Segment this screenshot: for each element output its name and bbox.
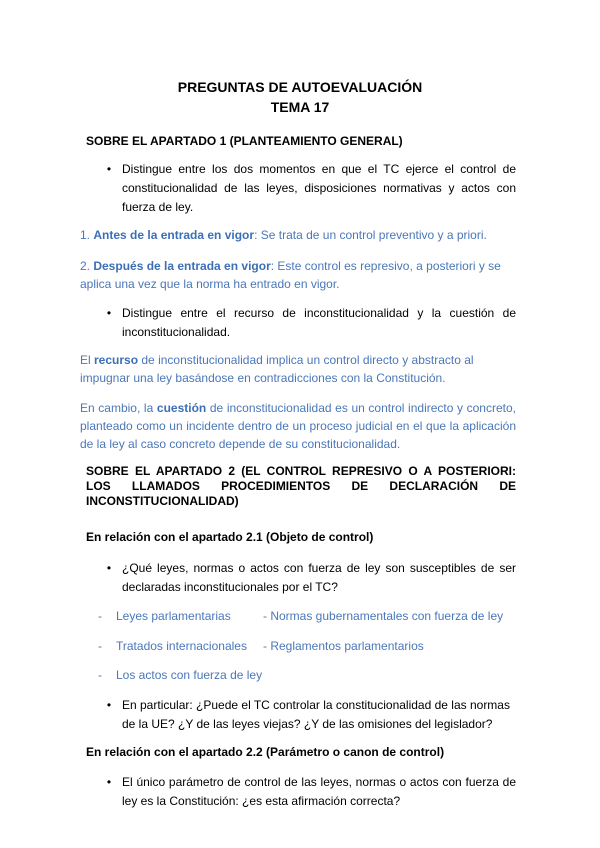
answer-4-bold: cuestión bbox=[156, 401, 207, 415]
section-2-heading bbox=[86, 464, 516, 509]
answer-2-text: : Este control es represivo, a posteriori y se aplica una vez que la norma ha entrado en vigor. bbox=[80, 259, 501, 291]
question-5-text: El único parámetro de control de las leyes, normas o actos con fuerza de ley es la Constitución: ¿es esta afirmación correcta? bbox=[122, 775, 516, 808]
bullet-icon: • bbox=[106, 306, 112, 320]
answer-3-bold: recurso bbox=[94, 353, 139, 367]
section-2-heading-line-3: INCONSTITUCIONALIDAD) bbox=[86, 494, 239, 508]
answer-1-number: 1. bbox=[80, 228, 94, 242]
question-4-text: En particular: ¿Puede el TC controlar la constitucionalidad de las normas de la UE? ¿Y de las leyes viejas? ¿Y de las omisiones del legislador? bbox=[122, 698, 510, 731]
section-1-heading: SOBRE EL APARTADO 1 (PLANTEAMIENTO GENERAL) bbox=[86, 134, 403, 148]
question-2-text: Distingue entre el recurso de inconstitucionalidad y la cuestión de inconstitucionalidad. bbox=[122, 306, 516, 339]
answer-3-prefix: El bbox=[80, 353, 95, 367]
document-subtitle: TEMA 17 bbox=[270, 99, 330, 115]
bullet-icon: • bbox=[106, 561, 112, 575]
bullet-icon: • bbox=[106, 775, 112, 789]
dash-icon: - bbox=[98, 609, 102, 623]
subsection-2-1-heading: En relación con el apartado 2.1 (Objeto de control) bbox=[86, 530, 374, 544]
answer-4 bbox=[80, 399, 516, 453]
list-item-left: Tratados internacionales bbox=[116, 639, 247, 653]
list-item-right: - Normas gubernamentales con fuerza de ley bbox=[263, 609, 504, 623]
answer-3 bbox=[80, 351, 516, 387]
answer-2 bbox=[80, 257, 516, 293]
answer-2-number: 2. bbox=[80, 259, 94, 273]
list-item-left: Leyes parlamentarias bbox=[116, 609, 231, 623]
list-item-left: Los actos con fuerza de ley bbox=[116, 668, 263, 682]
question-3-text: ¿Qué leyes, normas o actos con fuerza de ley son susceptibles de ser declaradas inconstitucionales por el TC? bbox=[122, 561, 516, 594]
answer-3-text: de inconstitucionalidad implica un control directo y abstracto al impugnar una ley basándose en contradicciones con la Constitución. bbox=[80, 353, 474, 385]
subsection-2-2-heading: En relación con el apartado 2.2 (Parámetro o canon de control) bbox=[86, 745, 445, 759]
answer-1-bold: Antes de la entrada en vigor bbox=[93, 228, 255, 242]
dash-icon: - bbox=[98, 639, 102, 653]
bullet-icon: • bbox=[106, 698, 112, 712]
answer-1-text: : Se trata de un control preventivo y a priori. bbox=[254, 228, 487, 242]
question-1-text: Distingue entre los dos momentos en que el TC ejerce el control de constitucionalidad de las leyes, disposiciones normativas y actos con fuerza de ley. bbox=[122, 162, 516, 214]
section-2-heading-line-2: LOS LLAMADOS PROCEDIMIENTOS DE DECLARACIÓN DE bbox=[86, 479, 516, 493]
dash-icon: - bbox=[98, 668, 102, 682]
answer-4-text: de inconstitucionalidad es un control indirecto y concreto, planteado como un incidente dentro de un proceso judicial en el que la aplicación de la ley al caso concreto depende de su constitucionalidad. bbox=[80, 401, 516, 451]
document-title: PREGUNTAS DE AUTOEVALUACIÓN bbox=[177, 79, 423, 95]
list-item-right: - Reglamentos parlamentarios bbox=[263, 639, 424, 653]
answer-4-prefix: En cambio, la bbox=[80, 401, 157, 415]
bullet-icon: • bbox=[106, 162, 112, 176]
answer-2-bold: Después de la entrada en vigor bbox=[93, 259, 271, 273]
section-2-heading-line-1: SOBRE EL APARTADO 2 (EL CONTROL REPRESIVO O A POSTERIORI: bbox=[86, 464, 516, 478]
answer-1 bbox=[80, 226, 516, 244]
